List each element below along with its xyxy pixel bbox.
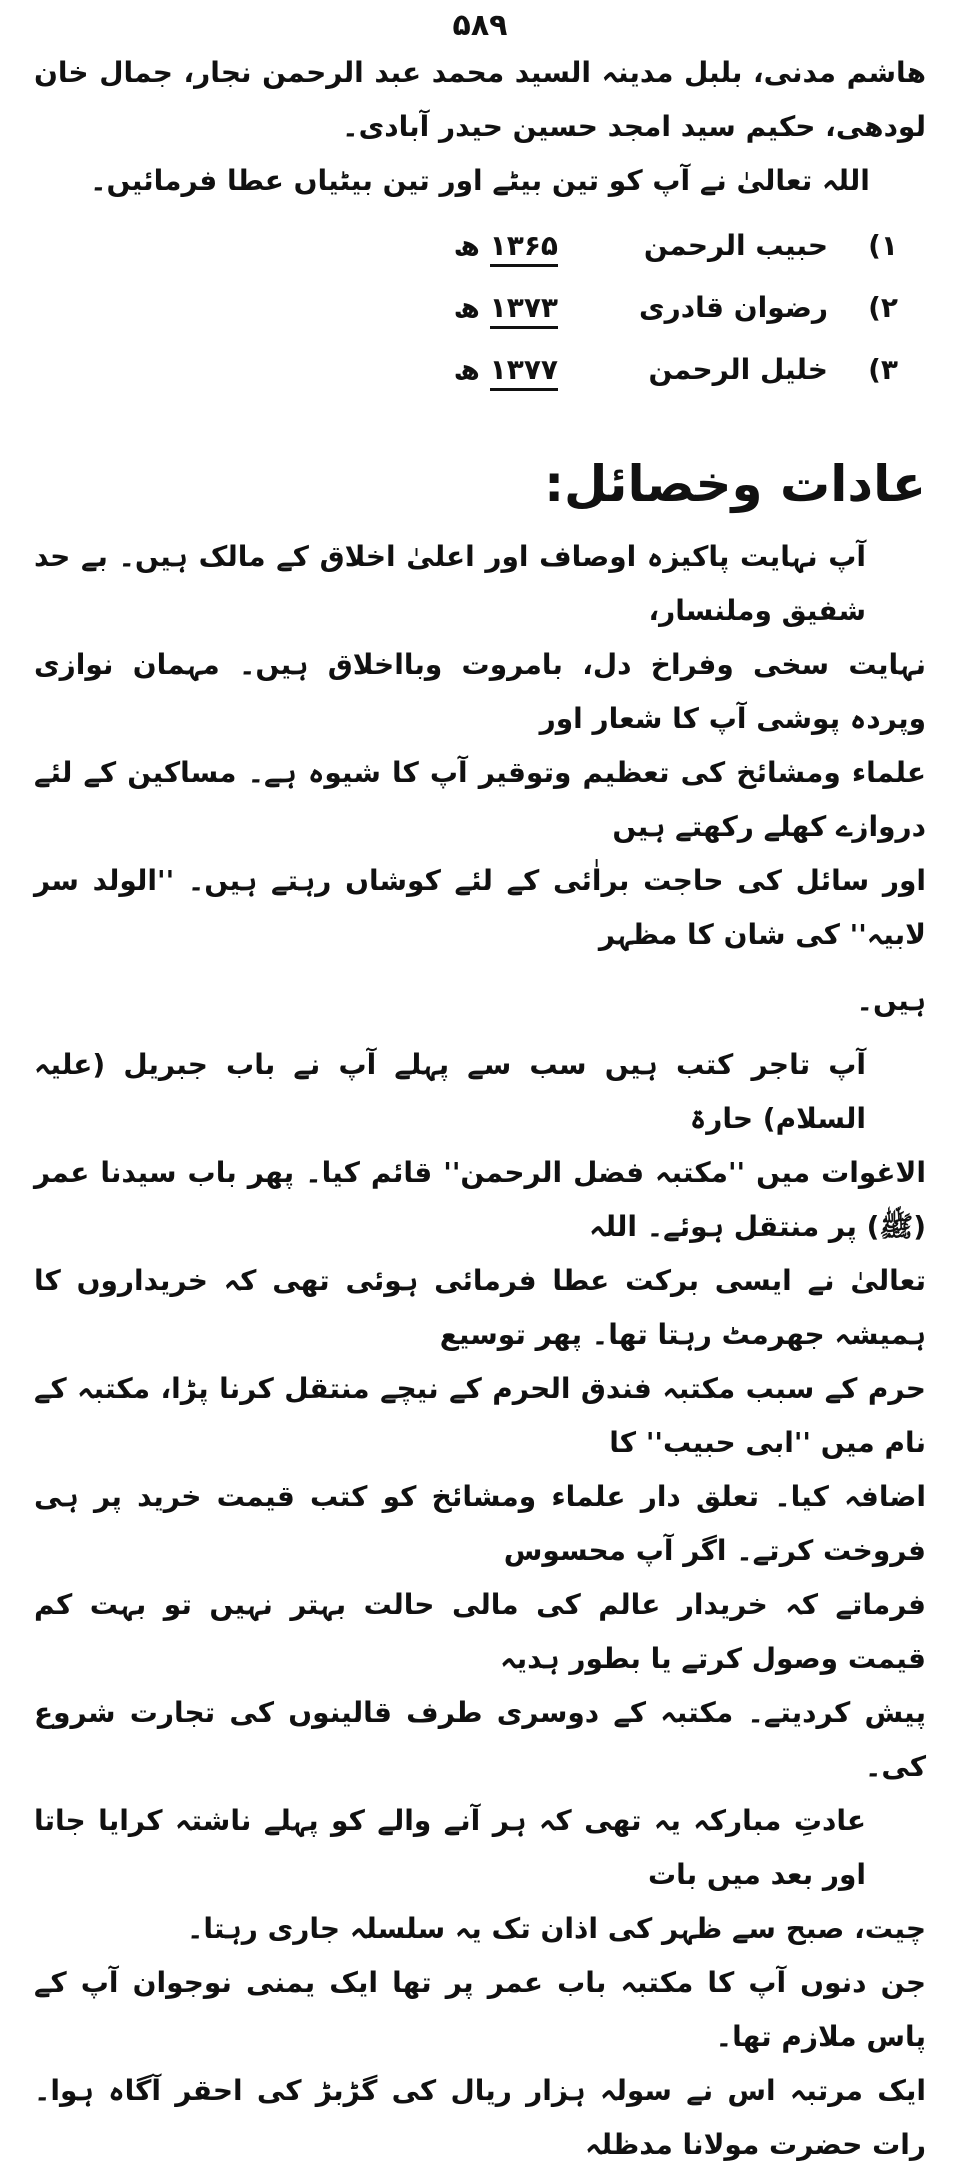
child-year-value: ۱۳۶۵ <box>490 229 558 267</box>
section-heading: عادات وخصائل: <box>544 455 926 513</box>
intro-line: ھاشم مدنی، بلبل مدینہ السید محمد عبد الرحمن نجار، جمال خان لودھی، حکیم سید امجد حسین حیدر آبادی۔ <box>34 56 926 143</box>
intro-block <box>34 46 926 208</box>
child-number: ۱) <box>868 228 898 262</box>
child-row <box>34 214 898 276</box>
paragraph-line: حرم کے سبب مکتبہ فندق الحرم کے نیچے منتقل کرنا پڑا، مکتبہ کے نام میں ''ابی حبیب'' کا <box>34 1372 926 1459</box>
child-year <box>388 229 558 262</box>
paragraph-line: ایک مرتبہ اس نے سولہ ہزار ریال کی گڑبڑ کی احقر آگاہ ہوا۔ رات حضرت مولانا مدظلہ <box>34 2074 926 2161</box>
paragraph-line: آپ تاجر کتب ہیں سب سے پہلے آپ نے باب جبریل (علیہ السلام) حارۃ <box>34 1048 866 1135</box>
child-year-value: ۱۳۷۳ <box>490 291 558 329</box>
paragraph <box>34 1794 926 1956</box>
page-number: ۵۸۹ <box>452 8 508 43</box>
hijri-suffix: ھ <box>453 228 480 262</box>
paragraph-line: عادتِ مبارکہ یہ تھی کہ ہر آنے والے کو پہلے ناشتہ کرایا جاتا اور بعد میں بات <box>34 1804 866 1891</box>
paragraph-line: آپ نہایت پاکیزہ اوصاف اور اعلیٰ اخلاق کے مالک ہیں۔ بے حد شفیق وملنسار، <box>34 540 866 627</box>
paragraph-line: تعالیٰ نے ایسی برکت عطا فرمائی ہوئی تھی کہ خریداروں کا ہمیشہ جھرمٹ رہتا تھا۔ پھر توسیع <box>34 1264 926 1351</box>
paragraph <box>34 1038 926 1794</box>
paragraph-line: علماء ومشائخ کی تعظیم وتوقیر آپ کا شیوہ ہے۔ مساکین کے لئے دروازے کھلے رکھتے ہیں <box>34 756 926 843</box>
paragraph-line: نہایت سخی وفراخ دل، بامروت وبااخلاق ہیں۔ مہمان نوازی وپردہ پوشی آپ کا شعار اور <box>34 648 926 735</box>
paragraph-line: جن دنوں آپ کا مکتبہ باب عمر پر تھا ایک یمنی نوجوان آپ کے پاس ملازم تھا۔ <box>34 1966 926 2053</box>
child-row <box>34 276 898 338</box>
paragraph <box>34 530 926 1028</box>
paragraph-line: الاغوات میں ''مکتبہ فضل الرحمن'' قائم کیا۔ پھر باب سیدنا عمر (ﷺ) پر منتقل ہوئے۔ اللہ <box>34 1156 926 1243</box>
child-year-value: ۱۳۷۷ <box>490 353 558 391</box>
child-name: حبیب الرحمن <box>643 228 828 262</box>
paragraph-line: ہیں۔ <box>856 984 926 1017</box>
paragraph-line: چیت، صبح سے ظہر کی اذان تک یہ سلسلہ جاری رہتا۔ <box>187 1912 926 1945</box>
paragraph <box>34 1956 926 2172</box>
hijri-suffix: ھ <box>453 352 480 386</box>
child-row <box>34 338 898 400</box>
child-year <box>388 353 558 386</box>
child-number: ۳) <box>868 352 898 386</box>
child-number: ۲) <box>868 290 898 324</box>
intro-line: اللہ تعالیٰ نے آپ کو تین بیٹے اور تین بیٹیاں عطا فرمائیں۔ <box>90 164 870 197</box>
child-name: رضوان قادری <box>639 290 828 324</box>
paragraph-line: پیش کردیتے۔ مکتبہ کے دوسری طرف قالینوں کی تجارت شروع کی۔ <box>34 1696 926 1783</box>
hijri-suffix: ھ <box>453 290 480 324</box>
paragraph-line: اضافہ کیا۔ تعلق دار علماء ومشائخ کو کتب قیمت خرید پر ہی فروخت کرتے۔ اگر آپ محسوس <box>34 1480 926 1567</box>
paragraph-line: اور سائل کی حاجت براٰئی کے لئے کوشاں رہتے ہیں۔ ''الولد سر لابیہ'' کی شان کا مظہر <box>34 864 926 951</box>
child-year <box>388 291 558 324</box>
paragraph-line: فرماتے کہ خریدار عالم کی مالی حالت بہتر نہیں تو بہت کم قیمت وصول کرتے یا بطور ہدیہ <box>34 1588 926 1675</box>
child-name: خلیل الرحمن <box>648 352 828 386</box>
children-list <box>34 214 926 400</box>
